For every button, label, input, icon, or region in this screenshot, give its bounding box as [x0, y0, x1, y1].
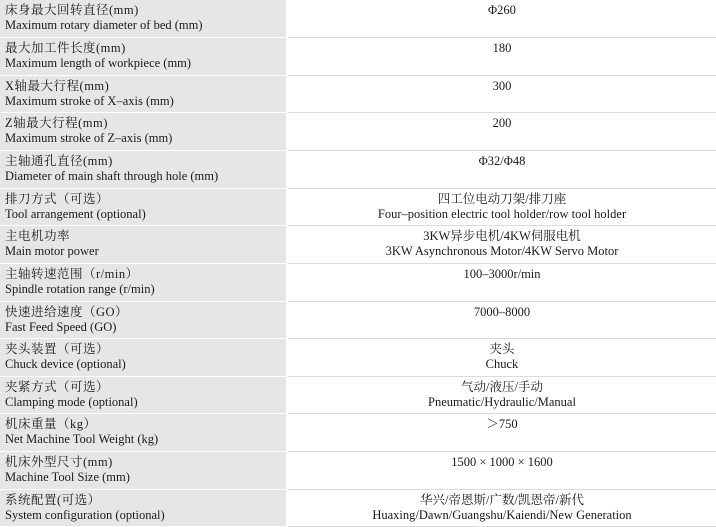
label-en: Clamping mode (optional)	[5, 394, 138, 409]
table-row	[0, 151, 716, 189]
row-value	[287, 113, 716, 151]
label-en: Net Machine Tool Weight (kg)	[5, 432, 159, 447]
label-zh: 系统配置(可选）	[5, 492, 101, 507]
row-value	[287, 339, 716, 377]
row-label	[0, 414, 287, 452]
label-en: Maximum stroke of X–axis (mm)	[5, 93, 174, 108]
label-zh: 夹紧方式（可选）	[5, 379, 110, 394]
table-row	[0, 0, 716, 38]
value-zh: 3KW异步电机/4KW伺服电机	[423, 229, 581, 244]
row-label	[0, 452, 287, 490]
row-label	[0, 376, 287, 414]
label-zh: 排刀方式（可选）	[5, 191, 110, 206]
row-value	[287, 151, 716, 189]
label-zh: 机床外型尺寸(mm)	[5, 455, 113, 469]
row-label	[0, 151, 287, 189]
row-value	[287, 0, 716, 38]
value-zh: 200	[492, 116, 512, 131]
row-label	[0, 38, 287, 76]
table-row	[0, 489, 716, 527]
label-en: Maximum stroke of Z–axis (mm)	[5, 131, 173, 146]
label-zh: 主轴通孔直径(mm)	[5, 154, 113, 168]
label-zh: X轴最大行程(mm)	[5, 78, 110, 93]
value-zh: 华兴/帝恩斯/广数/凯恩帝/新代	[420, 492, 584, 507]
row-value	[287, 452, 716, 490]
label-en: Diameter of main shaft through hole (mm)	[5, 169, 219, 183]
label-en: Chuck device (optional)	[5, 357, 126, 372]
table-row	[0, 452, 716, 490]
value-en: Pneumatic/Hydraulic/Manual	[428, 394, 576, 409]
table-row	[0, 376, 716, 414]
table-row	[0, 301, 716, 339]
table-row	[0, 188, 716, 226]
label-zh: 机床重量（kg）	[5, 417, 97, 432]
label-zh: 夹头装置（可选）	[5, 342, 110, 357]
label-en: Machine Tool Size (mm)	[5, 470, 130, 484]
row-label	[0, 489, 287, 527]
label-en: Spindle rotation range (r/min)	[5, 281, 155, 296]
row-value	[287, 414, 716, 452]
value-zh: 180	[492, 41, 512, 56]
row-value	[287, 226, 716, 264]
value-en: Four–position electric tool holder/row tool holder	[377, 206, 627, 221]
row-label	[0, 0, 287, 38]
label-zh: 主电机功率	[5, 229, 71, 244]
value-zh: 100–3000r/min	[463, 266, 541, 281]
label-en: Main motor power	[5, 244, 99, 259]
value-zh: 气动/液压/手动	[461, 379, 543, 394]
value-zh: 7000–8000	[473, 304, 531, 319]
row-value	[287, 301, 716, 339]
row-label	[0, 263, 287, 301]
row-value	[287, 263, 716, 301]
label-zh: 快速进给速度（GO）	[5, 304, 129, 319]
value-zh: 300	[492, 78, 512, 93]
label-en: Fast Feed Speed (GO)	[5, 319, 117, 334]
table-row	[0, 414, 716, 452]
label-en: System configuration (optional)	[5, 507, 165, 522]
row-label	[0, 75, 287, 113]
row-label	[0, 188, 287, 226]
table-row	[0, 75, 716, 113]
row-label	[0, 113, 287, 151]
value-en: 3KW Asynchronous Motor/4KW Servo Motor	[385, 244, 619, 259]
table-row	[0, 226, 716, 264]
row-value	[287, 38, 716, 76]
value-zh: Φ260	[488, 3, 516, 17]
label-zh: 最大加工件长度(mm)	[5, 41, 126, 56]
label-en: Tool arrangement (optional)	[5, 206, 146, 221]
table-row	[0, 263, 716, 301]
row-value	[287, 75, 716, 113]
row-value	[287, 188, 716, 226]
label-en: Maximum rotary diameter of bed (mm)	[5, 18, 203, 32]
value-zh: 1500 × 1000 × 1600	[451, 455, 553, 469]
value-zh: Φ32/Φ48	[478, 154, 526, 168]
row-label	[0, 301, 287, 339]
label-zh: 主轴转速范围（r/min）	[5, 266, 139, 281]
value-zh: ＞750	[486, 417, 518, 432]
table-row	[0, 38, 716, 76]
label-zh: 床身最大回转直径(mm)	[5, 3, 139, 17]
label-zh: Z轴最大行程(mm)	[5, 116, 108, 131]
table-row	[0, 113, 716, 151]
value-zh: 四工位电动刀架/排刀座	[437, 191, 567, 206]
value-en: Chuck	[485, 357, 519, 372]
row-value	[287, 376, 716, 414]
value-en: Huaxing/Dawn/Guangshu/Kaiendi/New Generation	[372, 507, 632, 522]
label-en: Maximum length of workpiece (mm)	[5, 56, 192, 71]
value-zh: 夹头	[489, 342, 515, 357]
row-label	[0, 226, 287, 264]
table-row	[0, 339, 716, 377]
row-label	[0, 339, 287, 377]
row-value	[287, 489, 716, 527]
